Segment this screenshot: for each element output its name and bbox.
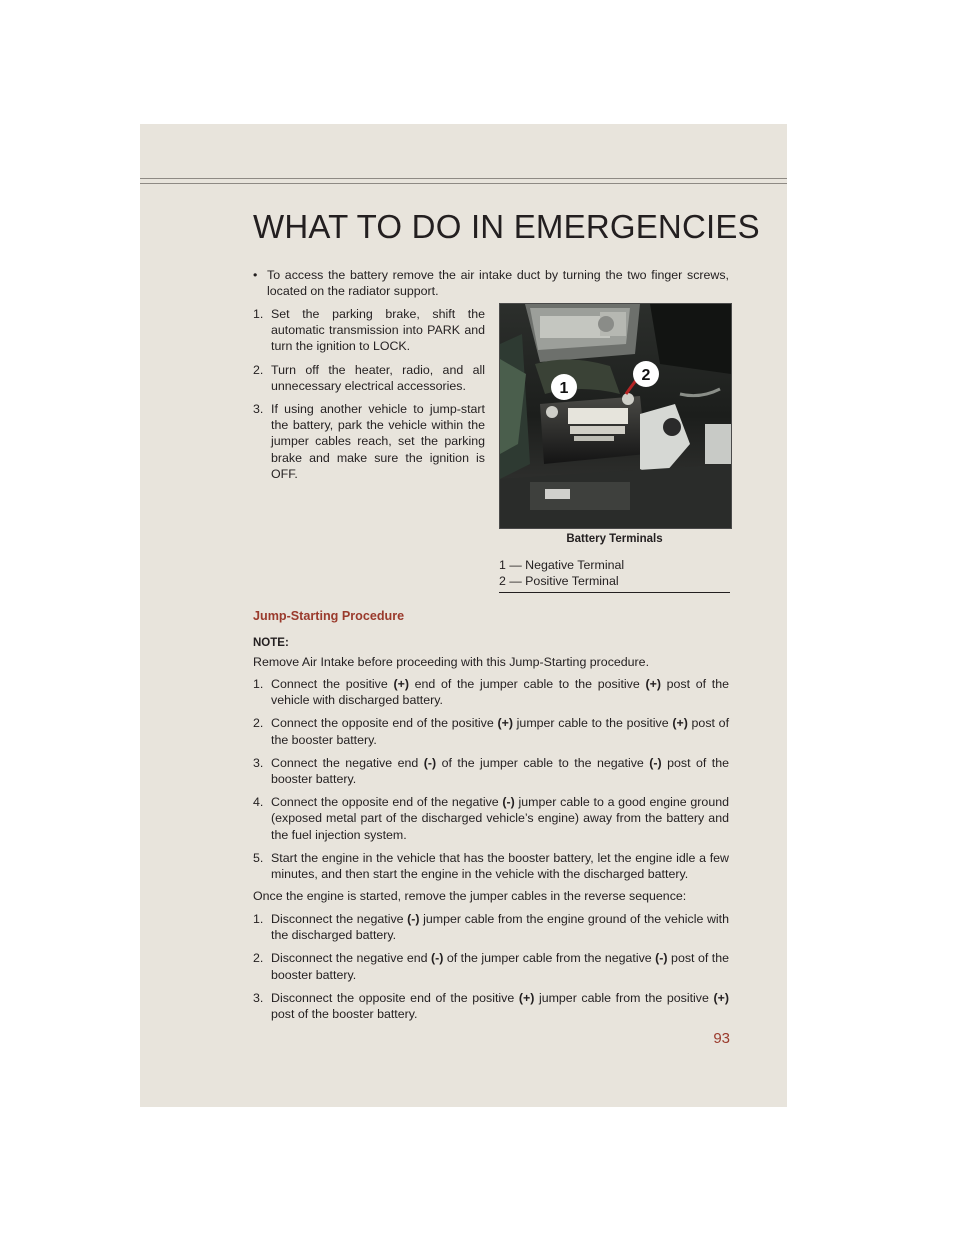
step-text-part: Disconnect the opposite end of the positive bbox=[271, 990, 519, 1005]
prep-steps-list bbox=[253, 306, 485, 482]
step-text-part: Connect the positive bbox=[271, 677, 394, 691]
intro-bullet bbox=[253, 267, 729, 299]
list-item bbox=[253, 401, 485, 482]
step-text-part: Connect the negative end bbox=[271, 755, 424, 770]
polarity-symbol: (-) bbox=[423, 755, 437, 770]
polarity-symbol: (-) bbox=[430, 951, 444, 966]
polarity-symbol: (+) bbox=[497, 716, 513, 731]
polarity-symbol: (-) bbox=[655, 951, 668, 966]
reverse-sequence-intro: Once the engine is started, remove the jumper cables in the reverse sequence: bbox=[253, 889, 687, 903]
step-text-part: of the jumper cable to the negative bbox=[436, 755, 650, 770]
list-item bbox=[253, 715, 729, 747]
callout-1-badge bbox=[551, 374, 577, 400]
step-text-part: post of the booster battery. bbox=[271, 951, 729, 982]
step-text bbox=[271, 715, 729, 747]
legend-item-negative: 1 — Negative Terminal bbox=[499, 558, 625, 572]
step-text-part: jumper cable from the positive bbox=[534, 990, 714, 1005]
legend-item-positive: 2 — Positive Terminal bbox=[499, 573, 619, 588]
polarity-symbol: (+) bbox=[713, 990, 729, 1005]
step-text-part: Disconnect the negative bbox=[271, 912, 408, 926]
section-heading: Jump-Starting Procedure bbox=[253, 609, 405, 623]
step-number: 5. bbox=[253, 850, 264, 865]
step-number: 1. bbox=[253, 912, 264, 926]
step-text-part: Connect the opposite end of the positive bbox=[271, 716, 498, 731]
polarity-symbol: (+) bbox=[645, 677, 661, 691]
step-number: 3. bbox=[253, 755, 264, 770]
step-text-part: of the jumper cable from the negative bbox=[443, 951, 656, 966]
step-number: 4. bbox=[253, 795, 264, 810]
header-rule-top bbox=[140, 178, 787, 179]
step-text bbox=[271, 990, 729, 1022]
list-item bbox=[253, 911, 729, 943]
step-number: 2. bbox=[253, 362, 264, 377]
step-text-part: jumper cable to a good engine ground (exposed metal part of the discharged vehicle’s engine) away from the battery and the fuel injection system. bbox=[271, 795, 729, 842]
list-item bbox=[253, 362, 485, 394]
figure-legend bbox=[499, 558, 730, 589]
step-text-part: end of the jumper cable to the positive bbox=[408, 677, 646, 691]
polarity-symbol: (+) bbox=[393, 677, 409, 691]
polarity-symbol: (-) bbox=[502, 795, 515, 810]
step-text-part: post of the vehicle with discharged battery. bbox=[271, 677, 729, 708]
step-text-part: Disconnect the negative end bbox=[271, 951, 431, 966]
page-title: WHAT TO DO IN EMERGENCIES bbox=[253, 208, 760, 246]
page-number: 93 bbox=[713, 1030, 730, 1047]
step-text bbox=[271, 755, 729, 787]
list-item bbox=[253, 950, 729, 982]
list-item bbox=[253, 755, 729, 787]
step-text-part: post of the booster battery. bbox=[271, 716, 730, 747]
step-number: 2. bbox=[253, 716, 264, 731]
step-number: 1. bbox=[253, 307, 264, 321]
step-text-part: jumper cable to the positive bbox=[512, 716, 673, 731]
list-item bbox=[253, 306, 485, 355]
list-item bbox=[253, 794, 729, 843]
bullet-dot-icon: • bbox=[253, 268, 258, 282]
step-text: If using another vehicle to jump-start the battery, park the vehicle within the jumper cables reach, set the parking brake and make sure the ignition is OFF. bbox=[271, 402, 485, 481]
polarity-symbol: (-) bbox=[407, 912, 420, 926]
step-text: Set the parking brake, shift the automatic transmission into PARK and turn the ignition to LOCK. bbox=[271, 307, 485, 354]
note-text: Remove Air Intake before proceeding with this Jump-Starting procedure. bbox=[253, 655, 650, 669]
step-number: 3. bbox=[253, 402, 264, 417]
note-label: NOTE: bbox=[253, 637, 289, 649]
disconnect-steps-list bbox=[253, 911, 729, 1022]
step-text-part: Connect the opposite end of the negative bbox=[271, 795, 503, 810]
polarity-symbol: (+) bbox=[672, 716, 688, 731]
step-number: 2. bbox=[253, 951, 264, 966]
connect-steps-list bbox=[253, 676, 729, 882]
callout-1-label: 1 bbox=[559, 380, 569, 397]
step-text bbox=[271, 911, 729, 943]
intro-bullet-text: To access the battery remove the air intake duct by turning the two finger screws, located on the radiator support. bbox=[267, 268, 729, 299]
callout-2-label: 2 bbox=[641, 367, 651, 384]
battery-terminals-photo bbox=[499, 303, 732, 529]
step-text-part: jumper cable from the engine ground of the vehicle with the discharged battery. bbox=[271, 912, 729, 943]
step-text-part: post of the booster battery. bbox=[271, 755, 729, 787]
step-text: Start the engine in the vehicle that has the booster battery, let the engine idle a few minutes, and then start the engine in the vehicle with the discharged battery. bbox=[271, 850, 729, 882]
step-text bbox=[271, 676, 729, 708]
step-text: Turn off the heater, radio, and all unnecessary electrical accessories. bbox=[271, 362, 485, 393]
legend-divider bbox=[499, 592, 730, 593]
list-item bbox=[253, 676, 729, 708]
polarity-symbol: (-) bbox=[649, 755, 662, 770]
step-number: 1. bbox=[253, 677, 264, 691]
list-item bbox=[253, 990, 729, 1022]
step-text bbox=[271, 950, 729, 982]
figure-caption: Battery Terminals bbox=[566, 533, 663, 545]
callout-2-badge bbox=[633, 361, 659, 387]
step-number: 3. bbox=[253, 990, 264, 1005]
list-item bbox=[253, 850, 729, 882]
header-rule-bottom bbox=[140, 183, 787, 184]
polarity-symbol: (+) bbox=[518, 990, 535, 1005]
step-text bbox=[271, 794, 729, 843]
step-text-part: post of the booster battery. bbox=[271, 1007, 418, 1022]
